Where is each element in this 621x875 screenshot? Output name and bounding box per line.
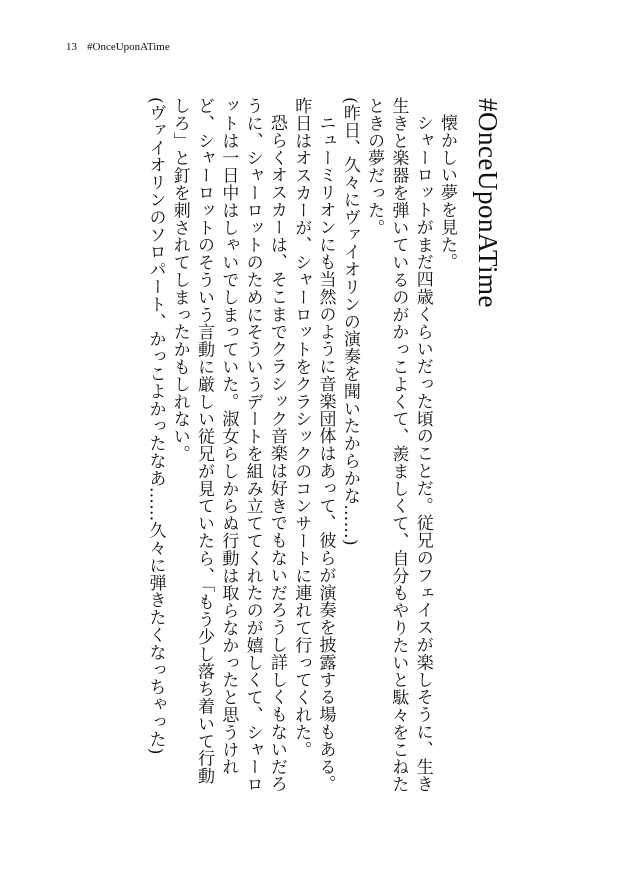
paragraph-2: シャーロットがまだ四歳くらいだった頃のことだ。従兄のフェイスが楽しそうに、生き生きと楽器を弾いているのがかっこよくて、羨ましくて、自分もやりたいと駄々をこねたときの夢だった。	[364, 97, 433, 793]
paragraph-5: 恐らくオスカーは、そこまでクラシック音楽は好きでもないだろうし詳しくもないだろうに、シャーロットのためにそういうデートを組み立ててくれたのが嬉しくて、シャーロットは一日中はしゃいでしまっていた。淑女らしからぬ行動は取らなかったと思うけれど、シャーロットのそういう言動に厳しい従兄が見ていたら、「もう少し落ち着いて行動しろ」と釘を刺されてしまったかもしれない。	[169, 97, 287, 793]
running-head	[66, 42, 170, 53]
paragraph-6: (ヴァイオリンのソロパート、かっこよかったなあ……久々に弾きたくなっちゃった)	[145, 97, 166, 755]
paragraph-4: ニューミリオンにも当然のように音楽団体はあって、彼らが演奏を披露する場もある。昨日はオスカーが、シャーロットをクラシックのコンサートに連れて行ってくれた。	[291, 97, 336, 793]
page-number: 13	[66, 41, 77, 53]
running-title: #OnceUponATime	[87, 41, 170, 53]
chapter-title: #OnceUponATime	[473, 98, 503, 309]
paragraph-3: (昨日、久々にヴァイオリンの演奏を聞いたからかな……)	[339, 97, 360, 547]
body-text	[143, 97, 459, 797]
paragraph-1: 懐かしい夢を見た。	[437, 114, 457, 271]
